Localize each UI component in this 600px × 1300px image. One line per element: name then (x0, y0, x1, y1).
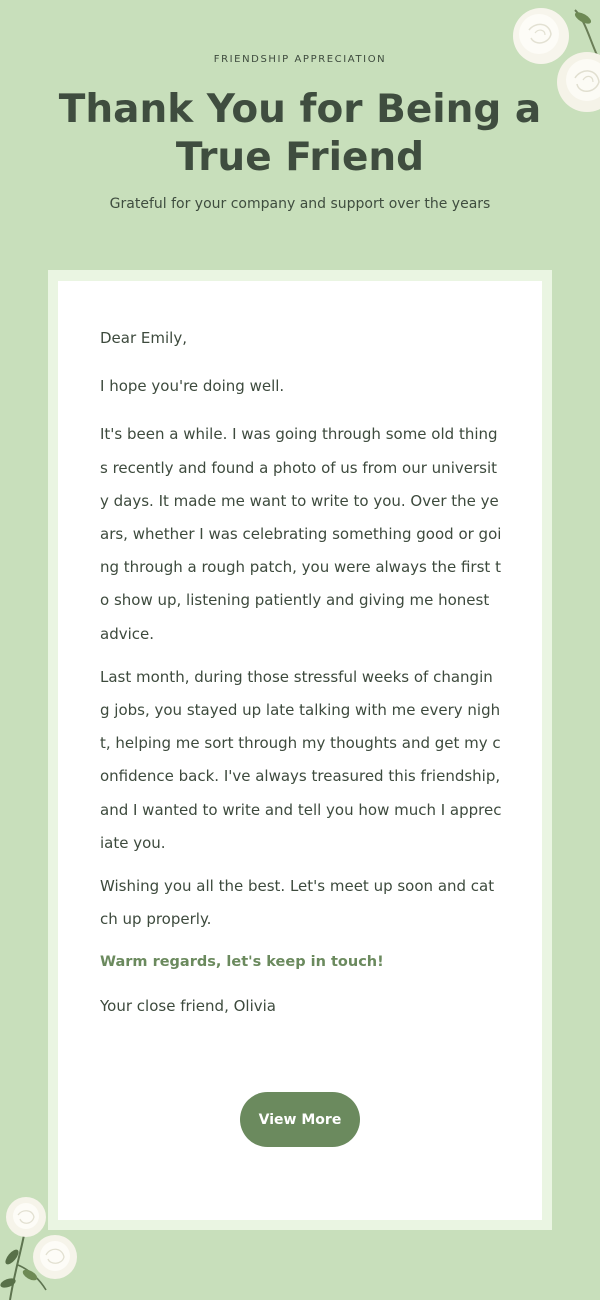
letter-signature: Your close friend, Olivia (100, 996, 276, 1015)
letter-greeting: Dear Emily, (100, 329, 187, 347)
letter-closing: Warm regards, let's keep in touch! (100, 954, 384, 971)
page-subtitle: Grateful for your company and support over the years (109, 196, 491, 212)
eyebrow-label: FRIENDSHIP APPRECIATION (213, 54, 387, 65)
letter-paragraph-2: Last month, during those stressful weeks of changing jobs, you stayed up late talking with me every night, helping me sort through my thoughts and get my confidence back. I've always treasured this friendship, and I wanted to write and tell you how much I appreciate you. (100, 667, 502, 852)
view-more-button[interactable]: View More (240, 1092, 360, 1147)
letter-paragraph-3: Wishing you all the best. Let's meet up soon and catch up properly. (100, 877, 495, 929)
letter-intro: I hope you're doing well. (100, 377, 285, 396)
letter-paragraph-1: It's been a while. I was going through some old things recently and found a photo of us from our university days. It made me want to write to you. Over the years, whether I was celebrating something good or going through a rough patch, you were always the first to show up, listening patiently and giving me honest advice. (100, 425, 502, 643)
letter-body (100, 322, 502, 1033)
page-title: Thank You for Being a True Friend (58, 87, 542, 180)
